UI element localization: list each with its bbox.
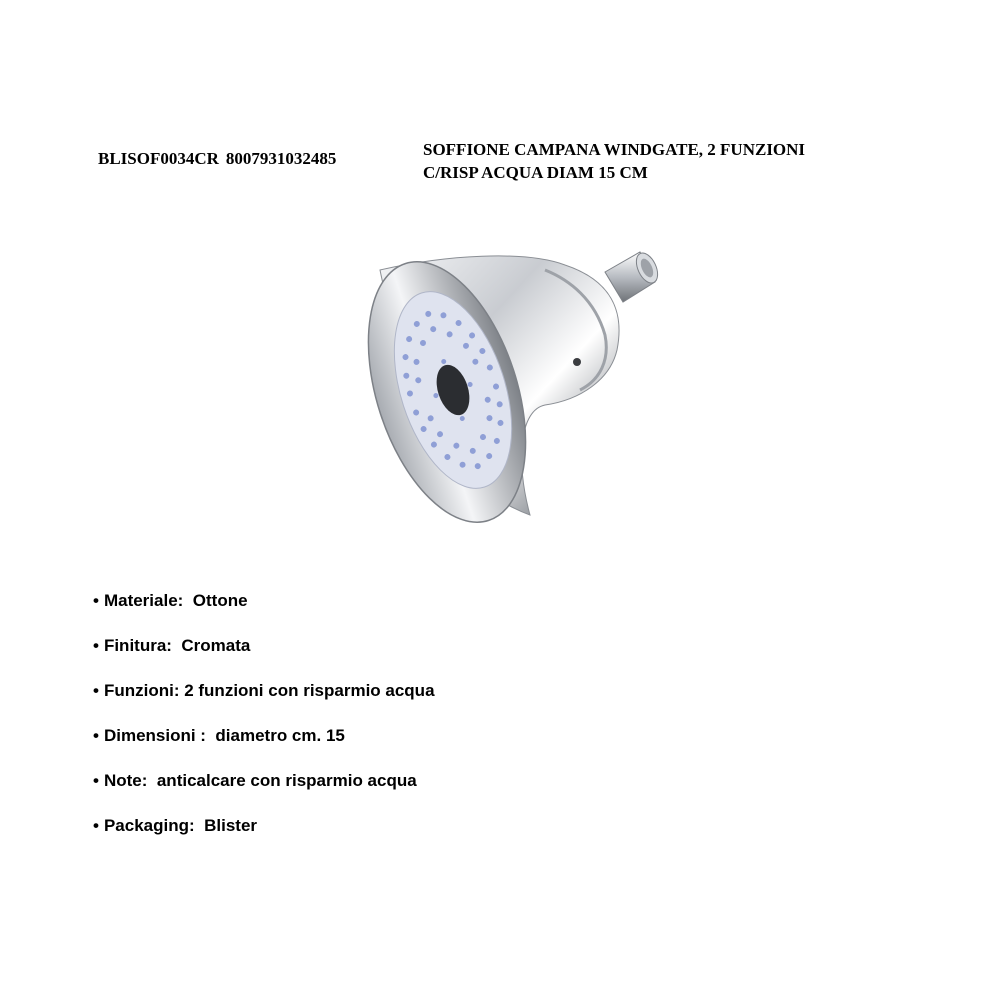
bullet: •: [93, 591, 99, 610]
spec-label: Funzioni:: [103, 681, 180, 700]
bullet: •: [93, 726, 99, 745]
bullet: •: [93, 816, 99, 835]
product-title-line1: SOFFIONE CAMPANA WINDGATE, 2 FUNZIONI: [423, 140, 806, 159]
bullet: •: [93, 771, 99, 790]
spec-item: [93, 680, 435, 725]
spec-item: [93, 815, 435, 860]
spec-value: anticalcare con risparmio acqua: [147, 771, 417, 790]
shower-head-icon: [355, 240, 665, 525]
spec-label: Packaging:: [103, 816, 195, 835]
spec-value: diametro cm. 15: [205, 726, 345, 745]
spec-item: [93, 725, 435, 770]
bullet: •: [93, 636, 99, 655]
spec-item: [93, 635, 435, 680]
product-title-line2: C/RISP ACQUA DIAM 15 CM: [423, 163, 648, 182]
spec-value: Cromata: [171, 636, 251, 655]
product-ean: 8007931032485: [225, 149, 337, 168]
product-title: [423, 138, 943, 184]
spec-value: Blister: [194, 816, 258, 835]
product-code-line: [98, 149, 336, 169]
bullet: •: [93, 681, 99, 700]
spec-label: Dimensioni :: [103, 726, 206, 745]
spec-label: Materiale:: [103, 591, 184, 610]
product-code: BLISOF0034CR: [98, 149, 219, 168]
spec-label: Note:: [103, 771, 148, 790]
spec-value: Ottone: [183, 591, 248, 610]
spec-item: [93, 590, 435, 635]
spec-list: [93, 590, 435, 860]
spec-item: [93, 770, 435, 815]
spec-label: Finitura:: [103, 636, 172, 655]
connector: [605, 250, 662, 302]
spec-value: 2 funzioni con risparmio acqua: [179, 681, 435, 700]
